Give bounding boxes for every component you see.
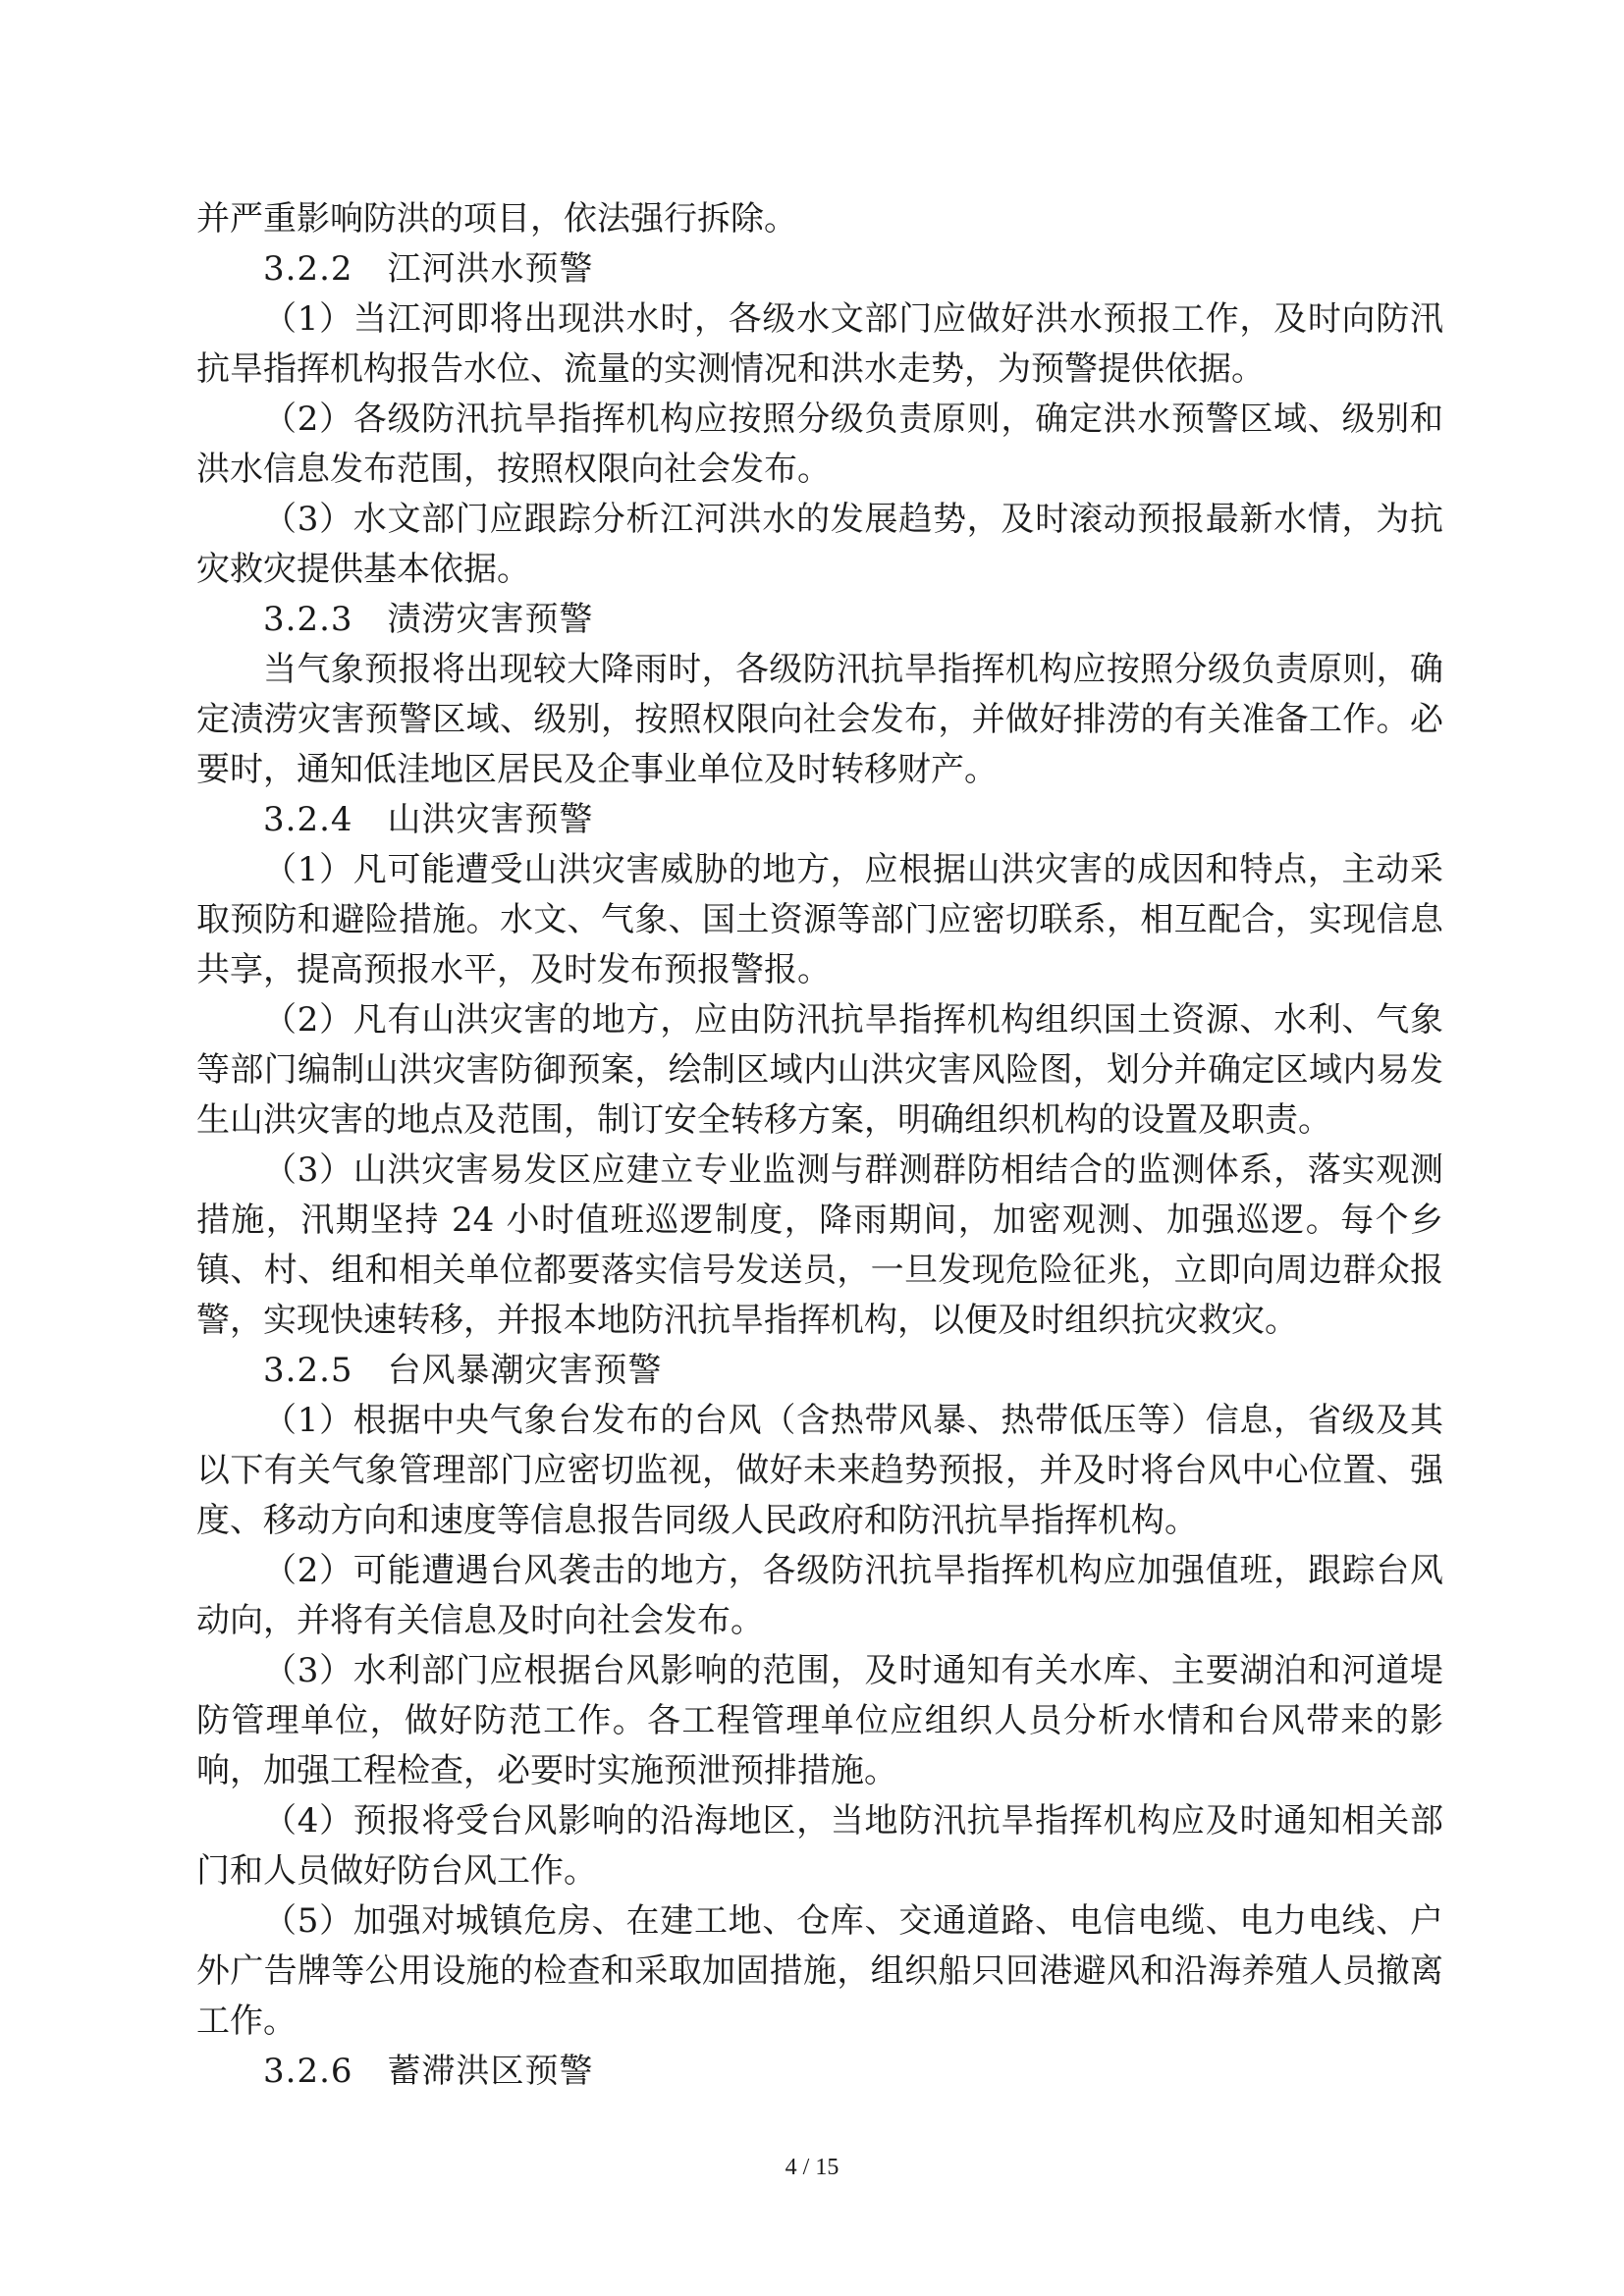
paragraph: （1）当江河即将出现洪水时，各级水文部门应做好洪水预报工作，及时向防汛抗旱指挥机构报告水位、流量的实测情况和洪水走势，为预警提供依据。 [196, 299, 1443, 389]
section-heading-3-2-3: 3.2.3 渍涝灾害预警 [263, 600, 594, 639]
section-heading-3-2-5: 3.2.5 台风暴潮灾害预警 [263, 1351, 663, 1390]
section-heading-3-2-6: 3.2.6 蓄滞洪区预警 [263, 2052, 594, 2091]
paragraph: （2）各级防汛抗旱指挥机构应按照分级负责原则，确定洪水预警区域、级别和洪水信息发布范围，按照权限向社会发布。 [196, 400, 1443, 489]
page-number: 4 / 15 [785, 2155, 839, 2180]
paragraph: （1）凡可能遭受山洪灾害威胁的地方，应根据山洪灾害的成因和特点，主动采取预防和避险措施。水文、气象、国土资源等部门应密切联系，相互配合，实现信息共享，提高预报水平，及时发布预报警报。 [196, 850, 1443, 989]
paragraph: （5）加强对城镇危房、在建工地、仓库、交通道路、电信电缆、电力电线、户外广告牌等公用设施的检查和采取加固措施，组织船只回港避风和沿海养殖人员撤离工作。 [196, 1901, 1443, 2041]
paragraph: （4）预报将受台风影响的沿海地区，当地防汛抗旱指挥机构应及时通知相关部门和人员做好防台风工作。 [196, 1801, 1443, 1891]
paragraph: （3）山洪灾害易发区应建立专业监测与群测群防相结合的监测体系，落实观测措施，汛期坚持 24 小时值班巡逻制度，降雨期间，加密观测、加强巡逻。每个乡镇、村、组和相关单位都要落实信号发送员，一旦发现危险征兆，立即向周边群众报警，实现快速转移，并报本地防汛抗旱指挥机构，以便及时组织抗灾救灾。 [196, 1150, 1443, 1340]
paragraph: （3）水利部门应根据台风影响的范围，及时通知有关水库、主要湖泊和河道堤防管理单位，做好防范工作。各工程管理单位应组织人员分析水情和台风带来的影响，加强工程检查，必要时实施预泄预排措施。 [196, 1651, 1443, 1790]
paragraph: （1）根据中央气象台发布的台风（含热带风暴、热带低压等）信息，省级及其以下有关气象管理部门应密切监视，做好未来趋势预报，并及时将台风中心位置、强度、移动方向和速度等信息报告同级人民政府和防汛抗旱指挥机构。 [196, 1401, 1443, 1540]
section-heading-3-2-4: 3.2.4 山洪灾害预警 [263, 800, 594, 839]
paragraph: （2）凡有山洪灾害的地方，应由防汛抗旱指挥机构组织国土资源、水利、气象等部门编制山洪灾害防御预案，绘制区域内山洪灾害风险图，划分并确定区域内易发生山洪灾害的地点及范围，制订安全转移方案，明确组织机构的设置及职责。 [196, 1000, 1443, 1140]
paragraph: 当气象预报将出现较大降雨时，各级防汛抗旱指挥机构应按照分级负责原则，确定渍涝灾害预警区域、级别，按照权限向社会发布，并做好排涝的有关准备工作。必要时，通知低洼地区居民及企事业单位及时转移财产。 [196, 650, 1443, 789]
document-body [196, 194, 1443, 2097]
paragraph: （3）水文部门应跟踪分析江河洪水的发展趋势，及时滚动预报最新水情，为抗灾救灾提供基本依据。 [196, 500, 1443, 589]
paragraph-continuation: 并严重影响防洪的项目，依法强行拆除。 [196, 199, 797, 239]
section-heading-3-2-2: 3.2.2 江河洪水预警 [263, 249, 594, 289]
paragraph: （2）可能遭遇台风袭击的地方，各级防汛抗旱指挥机构应加强值班，跟踪台风动向，并将有关信息及时向社会发布。 [196, 1551, 1443, 1640]
